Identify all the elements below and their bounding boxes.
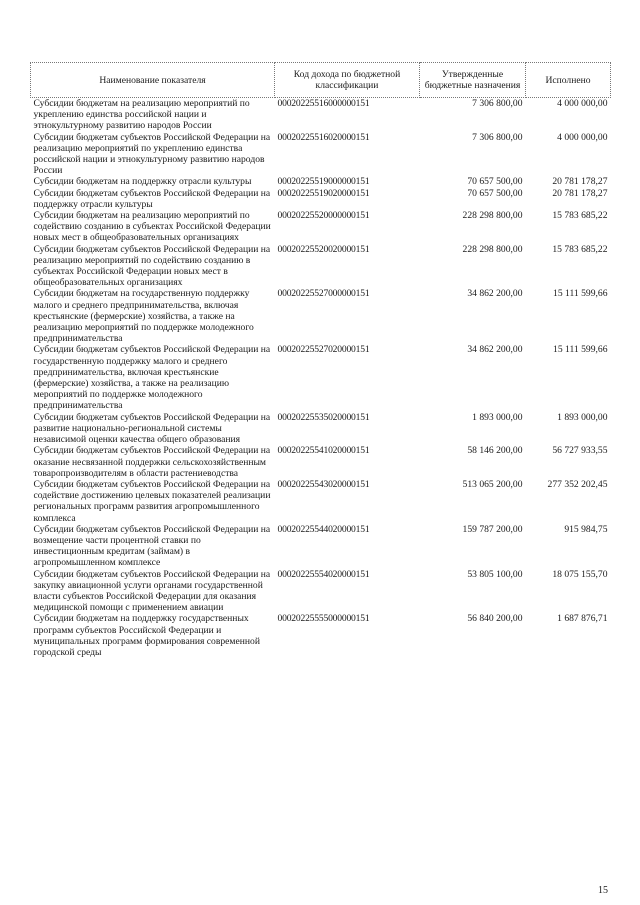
row-code: 00020225555000000151: [277, 613, 370, 625]
row-name: Субсидии бюджетам на поддержку государственных программ субъектов Российской Федерации и муниципальных программ формирования современной городской среды: [33, 613, 260, 658]
header-code: Код дохода по бюджетной классификации: [275, 63, 420, 98]
header-name: Наименование показателя: [31, 63, 275, 98]
row-name: Субсидии бюджетам субъектов Российской Федерации на развитие национально-региональной системы независимой оценки качества общего образования: [33, 411, 271, 446]
row-name: Субсидии бюджетам на реализацию мероприятий по содействию созданию в субъектах Российской Федерации новых мест в общеобразовательных организациях: [33, 210, 271, 244]
row-plan: 58 146 200,00: [467, 445, 523, 457]
row-plan: 228 298 800,00: [462, 243, 523, 255]
table-row: [31, 98, 611, 132]
row-plan: 56 840 200,00: [467, 613, 523, 625]
row-code: 00020225520020000151: [277, 243, 370, 255]
page-number: 15: [598, 885, 608, 896]
header-plan: Утвержденные бюджетные назначения: [420, 63, 526, 98]
row-name: Субсидии бюджетам субъектов Российской Федерации на закупку авиационной услуги органами государственной власти субъектов Российской Федерации для оказания медицинской помощи с применением авиации: [33, 568, 271, 614]
row-exec: 277 352 202,45: [547, 478, 608, 490]
table-header: [31, 63, 611, 98]
table-row: [31, 188, 611, 210]
row-name: Субсидии бюджетам субъектов Российской Федерации на поддержку отрасли культуры: [33, 187, 271, 210]
row-name: Субсидии бюджетам субъектов Российской Федерации на реализацию мероприятий по содействию созданию в субъектах Российской Федерации новых мест в общеобразовательных организациях: [33, 243, 271, 289]
row-exec: 20 781 178,27: [552, 176, 608, 188]
row-name: Субсидии бюджетам субъектов Российской Федерации на оказание несвязанной поддержки сельскохозяйственным товаропроизводителям в области растениеводства: [33, 445, 271, 479]
table-row: [31, 132, 611, 177]
row-code: 00020225543020000151: [277, 478, 370, 490]
table-row: [31, 176, 611, 187]
row-code: 00020225519000000151: [277, 176, 370, 188]
row-exec: 4 000 000,00: [557, 98, 608, 109]
row-code: 00020225541020000151: [277, 445, 370, 457]
row-exec: 15 111 599,66: [553, 288, 608, 300]
row-plan: 70 657 500,00: [467, 176, 523, 188]
row-exec: 1 687 876,71: [557, 613, 608, 625]
row-plan: 34 862 200,00: [467, 288, 523, 300]
row-exec: 4 000 000,00: [557, 131, 608, 143]
row-plan: 1 893 000,00: [472, 411, 523, 423]
row-exec: 915 984,75: [564, 523, 608, 535]
row-name: Субсидии бюджетам субъектов Российской Федерации на возмещение части процентной ставки по инвестиционным кредитам (займам) в агропромышленном комплексе: [33, 523, 271, 569]
table-row: [31, 445, 611, 479]
table-row: [31, 244, 611, 289]
row-plan: 228 298 800,00: [462, 210, 523, 222]
row-name: Субсидии бюджетам субъектов Российской Федерации на реализацию мероприятий по укреплению единства российской нации и этнокультурному развитию народов России: [33, 131, 271, 177]
row-exec: 15 783 685,22: [552, 243, 608, 255]
row-exec: 20 781 178,27: [552, 187, 608, 199]
table-row: [31, 210, 611, 244]
table-row: [31, 524, 611, 569]
row-code: 00020225519020000151: [277, 187, 370, 199]
row-plan: 7 306 800,00: [472, 98, 523, 109]
row-plan: 7 306 800,00: [472, 131, 523, 143]
row-code: 00020225554020000151: [277, 568, 370, 580]
row-code: 00020225527000000151: [277, 288, 370, 300]
table-row: [31, 569, 611, 614]
row-plan: 159 787 200,00: [462, 523, 523, 535]
row-exec: 18 075 155,70: [552, 568, 608, 580]
row-exec: 15 111 599,66: [553, 344, 608, 356]
row-code: 00020225527020000151: [277, 344, 370, 356]
row-name: Субсидии бюджетам субъектов Российской Федерации на содействие достижению целевых показателей реализации региональных программ развития агропромышленного комплекса: [33, 478, 271, 524]
table-body: [31, 98, 611, 659]
row-exec: 1 893 000,00: [557, 411, 608, 423]
row-plan: 53 805 100,00: [467, 568, 523, 580]
row-code: 00020225535020000151: [277, 411, 370, 423]
table-row: [31, 613, 611, 658]
row-name: Субсидии бюджетам на поддержку отрасли культуры: [33, 176, 252, 188]
row-code: 00020225516020000151: [277, 131, 370, 143]
table-row: [31, 479, 611, 524]
table-row: [31, 288, 611, 344]
header-row: [31, 63, 611, 98]
row-code: 00020225520000000151: [277, 210, 370, 222]
table-row: [31, 412, 611, 446]
header-exec: Исполнено: [526, 63, 611, 98]
row-exec: 56 727 933,55: [552, 445, 608, 457]
row-plan: 34 862 200,00: [467, 344, 523, 356]
row-code: 00020225516000000151: [277, 98, 370, 109]
row-code: 00020225544020000151: [277, 523, 370, 535]
table-row: [31, 344, 611, 411]
row-name: Субсидии бюджетам на государственную поддержку малого и среднего предпринимательства, включая крестьянские (фермерские) хозяйства, а также на реализацию мероприятий по поддержке молодежного предпринимательства: [33, 288, 254, 345]
revenue-table: [30, 62, 611, 658]
row-name: Субсидии бюджетам на реализацию мероприятий по укреплению единства российской нации и этнокультурному развитию народов России: [33, 98, 250, 132]
row-plan: 70 657 500,00: [467, 187, 523, 199]
row-exec: 15 783 685,22: [552, 210, 608, 222]
row-plan: 513 065 200,00: [462, 478, 523, 490]
row-name: Субсидии бюджетам субъектов Российской Федерации на государственную поддержку малого и среднего предпринимательства, включая крестьянские (фермерские) хозяйства, а также на реализацию мероприятий по поддержке молодежного предпринимательства: [33, 344, 271, 412]
